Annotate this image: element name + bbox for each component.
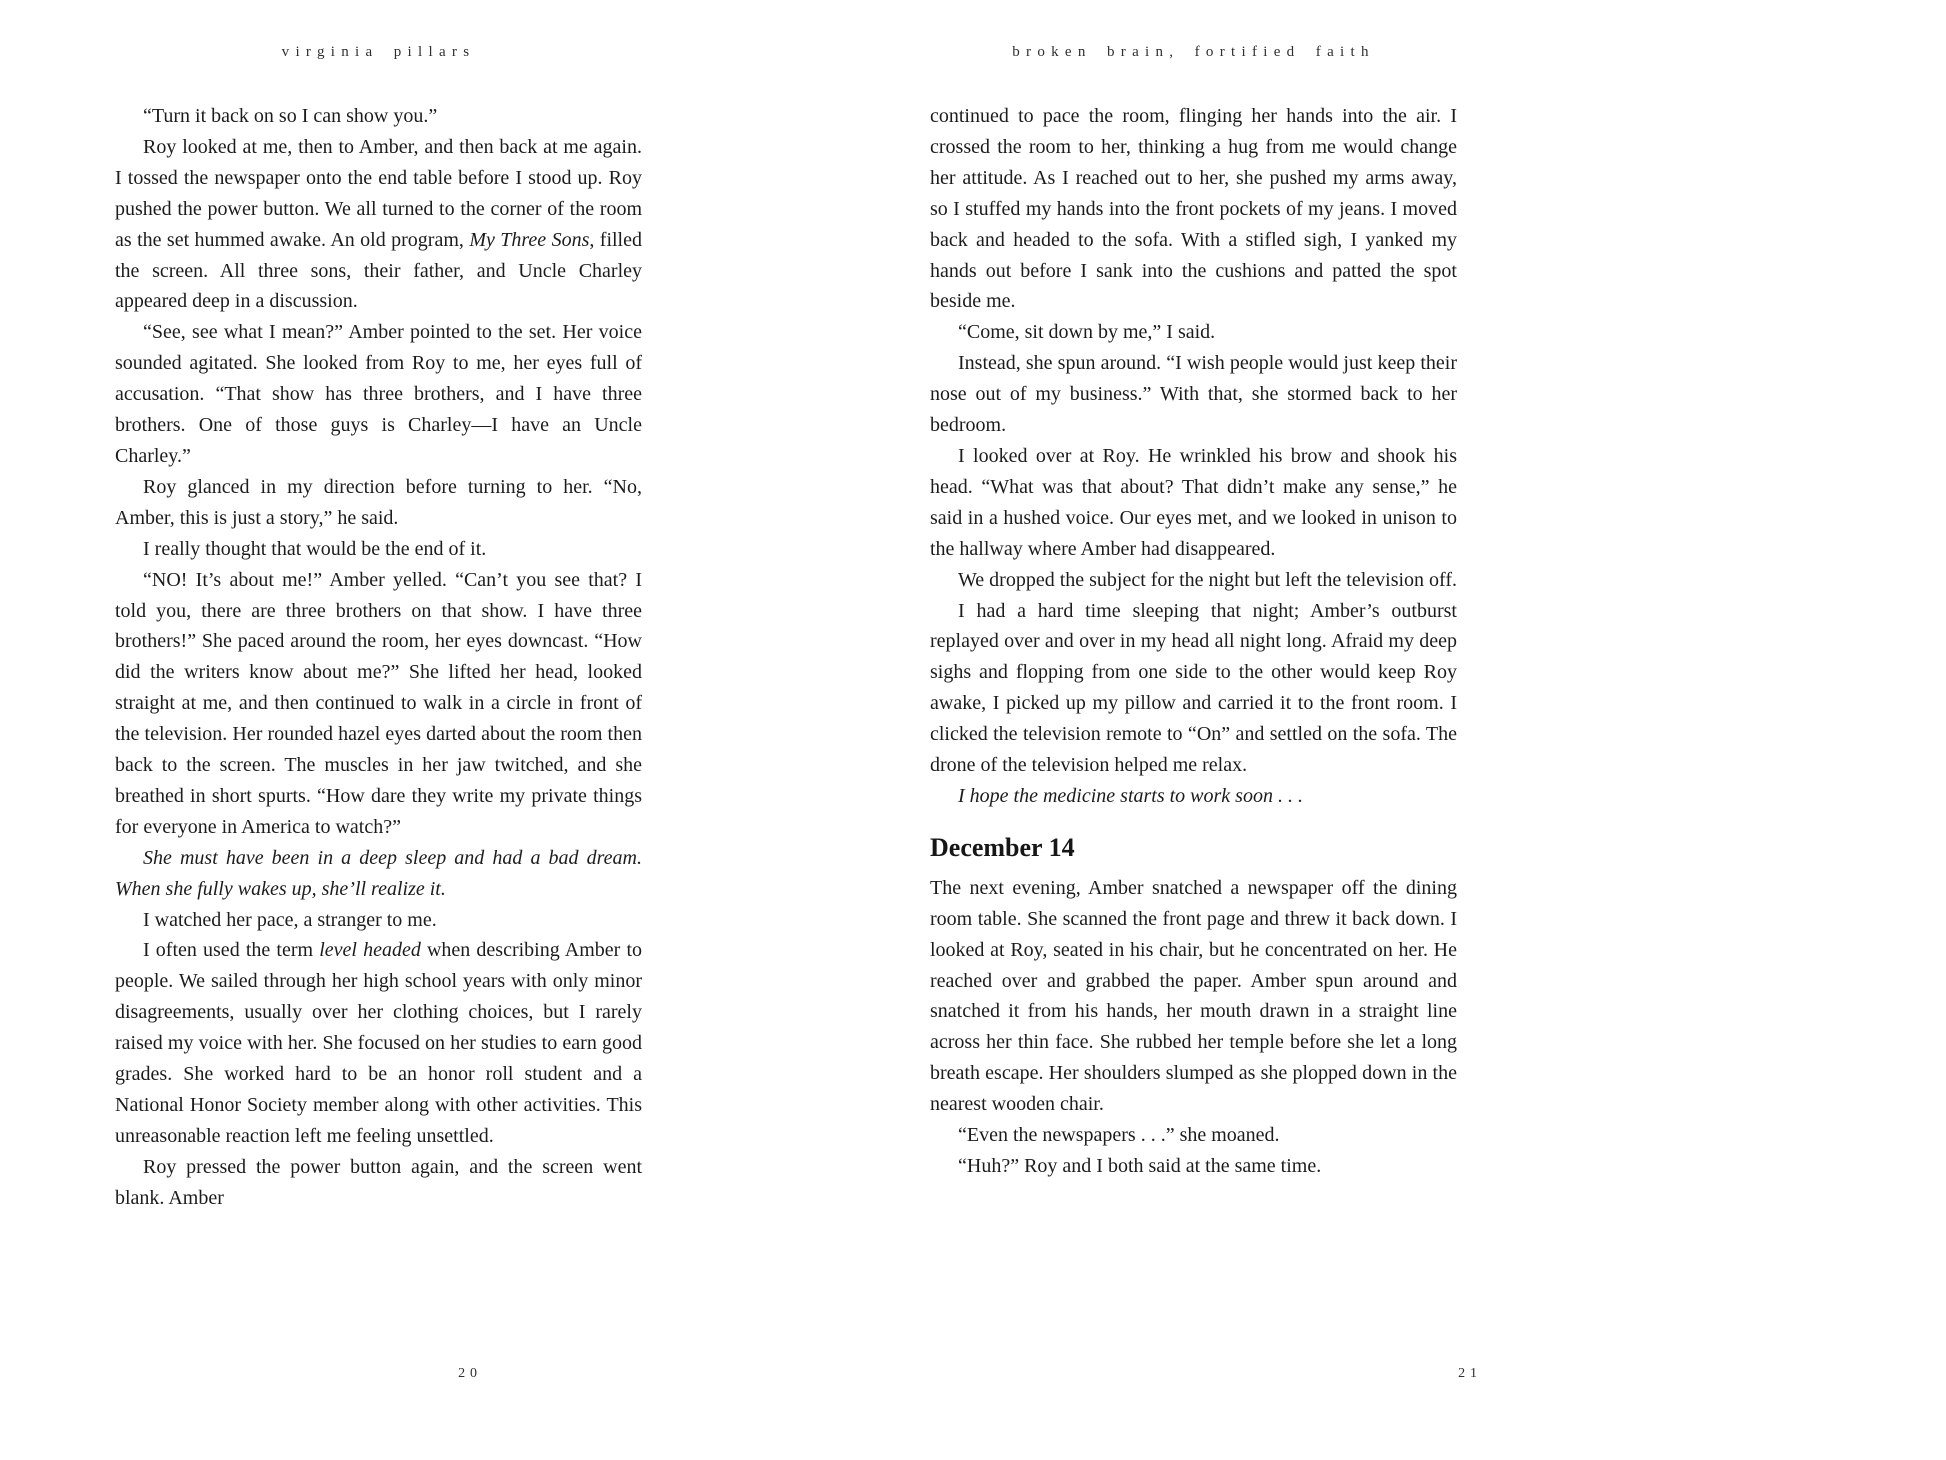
paragraph — [930, 873, 1457, 1120]
paragraph — [930, 1151, 1457, 1182]
text-run: “Huh?” Roy and I both said at the same time. — [958, 1155, 1322, 1177]
paragraph — [115, 1152, 642, 1214]
left-page-text-column — [115, 101, 642, 1214]
running-head-right: broken brain, fortified faith — [1012, 44, 1375, 60]
text-run: I often used the term — [143, 939, 320, 962]
paragraph — [930, 317, 1457, 348]
text-run: “See, see what I mean?” Amber pointed to the set. Her voice sounded agitated. She looked from Roy to me, her eyes full of accusation. “That show has three brothers, and I have three brothers. One of those guys is Charley—I have an Uncle Charley.” — [115, 321, 642, 467]
paragraph — [115, 132, 642, 317]
text-run: The next evening, Amber snatched a newspaper off the dining room table. She scanned the front page and threw it back down. I looked at Roy, seated in his chair, but he concentrated on her. He reached over and grabbed the paper. Amber spun around and snatched it from his hands, her mouth drawn in a straight line across her thin face. She rubbed her temple before she let a long breath escape. Her shoulders slumped as she plopped down in the nearest wooden chair. — [930, 876, 1457, 1116]
paragraph — [930, 101, 1457, 317]
page-number-right: 21 — [1458, 1366, 1482, 1381]
text-run: I really thought that would be the end of it. — [143, 537, 487, 560]
paragraph — [115, 101, 642, 132]
paragraph — [115, 935, 642, 1151]
paragraph — [930, 1120, 1457, 1151]
text-run: continued to pace the room, flinging her hands into the air. I crossed the room to her, thinking a hug from me would change her attitude. As I reached out to her, she pushed my arms away, so I stuffed my hands into the front pockets of my jeans. I moved back and headed to the sofa. With a stifled sigh, I yanked my hands out before I sank into the cushions and patted the spot beside me. — [930, 105, 1457, 313]
right-page-text-column — [930, 101, 1457, 1182]
text-run: We dropped the subject for the night but left the television off. — [958, 568, 1458, 591]
paragraph — [115, 843, 642, 905]
paragraph — [115, 534, 642, 565]
paragraph — [930, 565, 1457, 596]
page-number-left: 20 — [458, 1366, 482, 1381]
italic-text-run: My Three Sons — [469, 228, 590, 251]
text-run: I looked over at Roy. He wrinkled his brow and shook his head. “What was that about? That didn’t make any sense,” he said in a hushed voice. Our eyes met, and we looked in unison to the hallway where Amber had disappeared. — [930, 444, 1457, 560]
paragraph — [930, 596, 1457, 781]
paragraph — [115, 905, 642, 936]
text-run: Roy looked at me, then to Amber, and then back at me again. I tossed the newspaper onto the end table before I stood up. Roy pushed the power button. We all turned to the corner of the room as the set hummed awake. An old program, — [115, 135, 642, 251]
paragraph — [115, 565, 642, 843]
paragraph — [115, 317, 642, 472]
text-run: She must have been in a deep sleep and had a bad dream. When she fully wakes up, she’ll realize it. — [115, 846, 642, 900]
section-heading — [930, 833, 1457, 863]
text-run: , filled the screen. All three sons, their father, and Uncle Charley appeared deep in a discussion. — [115, 228, 642, 313]
text-run: I watched her pace, a stranger to me. — [143, 908, 437, 931]
text-run: Instead, she spun around. “I wish people would just keep their nose out of my business.” With that, she stormed back to her bedroom. — [930, 352, 1457, 437]
running-head-left: virginia pillars — [281, 44, 476, 60]
paragraph — [115, 472, 642, 534]
paragraph — [930, 441, 1457, 565]
text-run: “Turn it back on so I can show you.” — [143, 105, 438, 127]
italic-text-run: level headed — [319, 939, 421, 962]
text-run: “Come, sit down by me,” I said. — [958, 321, 1216, 344]
paragraph — [930, 781, 1457, 812]
text-run: when describing Amber to people. We sailed through her high school years with only minor disagreements, usually over her clothing choices, but I rarely raised my voice with her. She focused on her studies to earn good grades. She worked hard to be an honor roll student and a National Honor Society member along with other activities. This unreasonable reaction left me feeling unsettled. — [115, 939, 642, 1147]
text-run: “Even the newspapers . . .” she moaned. — [958, 1124, 1280, 1147]
text-run: Roy glanced in my direction before turning to her. “No, Amber, this is just a story,” he said. — [115, 475, 642, 529]
text-run: Roy pressed the power button again, and the screen went blank. Amber — [115, 1155, 642, 1209]
paragraph — [930, 348, 1457, 441]
text-run: I had a hard time sleeping that night; Amber’s outburst replayed over and over in my head all night long. Afraid my deep sighs and flopping from one side to the other would keep Roy awake, I picked up my pillow and carried it to the front room. I clicked the television remote to “On” and settled on the sofa. The drone of the television helped me relax. — [930, 599, 1457, 777]
text-run: I hope the medicine starts to work soon . . . — [958, 784, 1303, 807]
text-run: “NO! It’s about me!” Amber yelled. “Can’t you see that? I told you, there are three brothers on that show. I have three brothers!” She paced around the room, her eyes downcast. “How did the writers know about me?” She lifted her head, looked straight at me, and then continued to walk in a circle in front of the television. Her rounded hazel eyes darted about the room then back to the screen. The muscles in her jaw twitched, and she breathed in short spurts. “How dare they write my private things for everyone in America to watch?” — [115, 568, 642, 838]
text-run: December 14 — [930, 832, 1075, 862]
